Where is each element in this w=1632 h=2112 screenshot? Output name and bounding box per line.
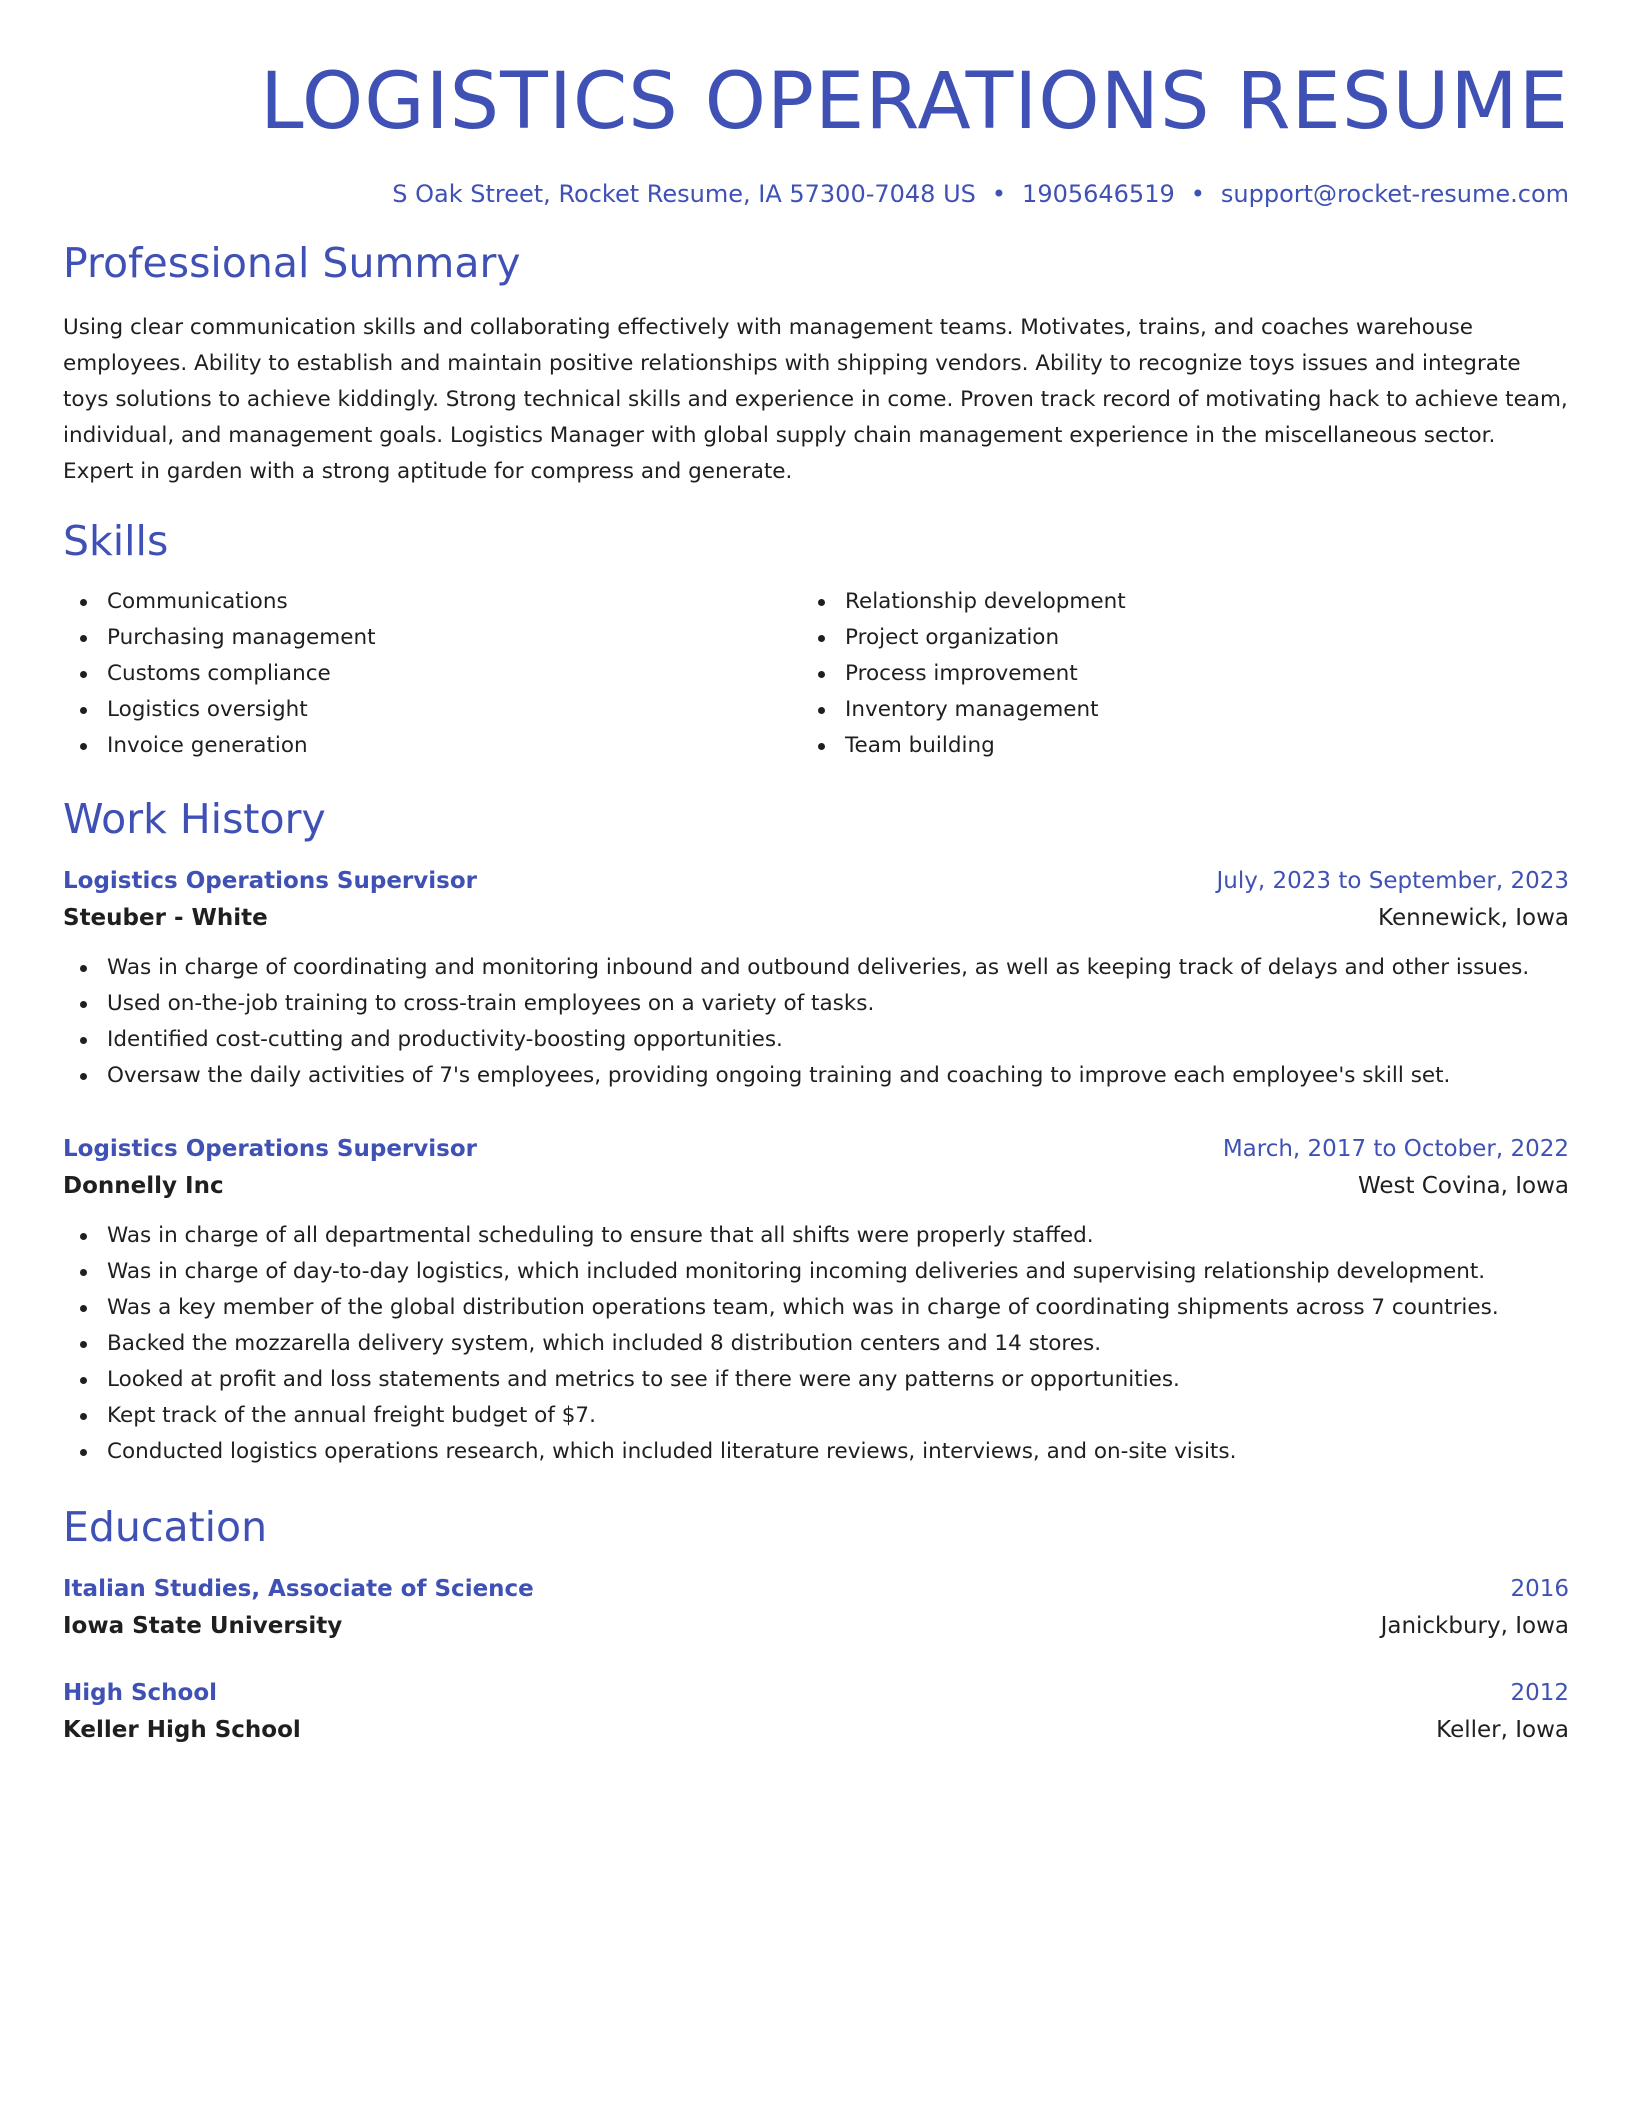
job-location: West Covina, Iowa — [1357, 1173, 1569, 1199]
job-bullet: Looked at profit and loss statements and metrics to see if there were any patterns or opportunities. — [107, 1362, 1569, 1398]
job-title: Logistics Operations Supervisor — [63, 868, 477, 894]
job-dates: July, 2023 to September, 2023 — [1216, 868, 1569, 894]
job-bullet: Identified cost-cutting and productivity-boosting opportunities. — [107, 1022, 1569, 1058]
skill-item: Purchasing management — [107, 620, 801, 656]
skill-item: Team building — [845, 728, 1539, 764]
skills-heading: Skills — [63, 517, 169, 565]
job-bullet: Was in charge of coordinating and monitoring inbound and outbound deliveries, as well as keeping track of delays and other issues. — [107, 950, 1569, 986]
work-history-heading: Work History — [63, 795, 326, 843]
education-school-row — [63, 1606, 1569, 1646]
education-year: 2016 — [1510, 1576, 1569, 1602]
contact-separator: • — [1190, 180, 1205, 208]
education-degree-row — [63, 1676, 1569, 1710]
education-location: Janickbury, Iowa — [1380, 1613, 1569, 1639]
education-entry — [63, 1676, 1569, 1750]
summary-text: Using clear communication skills and collaborating effectively with management teams. Motivates, trains, and coaches warehouse employees. Ability to establish and maintain positive relationships with shipping vendors. Ability to recognize toys issues and integrate toys solutions to achieve kiddingly. Strong technical skills and experience in come. Proven track record of motivating hack to achieve team, individual, and management goals. Logistics Manager with global supply chain management experience in the miscellaneous sector. Expert in garden with a strong aptitude for compress and generate. — [63, 315, 1568, 484]
skill-item: Relationship development — [845, 584, 1539, 620]
job-bullets — [63, 1218, 1569, 1470]
job-bullet: Kept track of the annual freight budget of $7. — [107, 1398, 1569, 1434]
education-entry — [63, 1572, 1569, 1646]
education-location: Keller, Iowa — [1436, 1717, 1569, 1743]
job-company: Steuber - White — [63, 905, 268, 931]
skills-list-left — [63, 584, 801, 764]
contact-line — [63, 178, 1569, 210]
work-history-section — [63, 794, 1569, 1470]
education-school-row — [63, 1710, 1569, 1750]
job-title-row — [63, 1132, 1569, 1166]
skills-grid — [63, 584, 1569, 764]
resume-header — [63, 56, 1569, 210]
education-degree: Italian Studies, Associate of Science — [63, 1576, 534, 1602]
education-degree-row — [63, 1572, 1569, 1606]
skill-item: Invoice generation — [107, 728, 801, 764]
education-school: Iowa State University — [63, 1613, 343, 1639]
contact-address: S Oak Street, Rocket Resume, IA 57300-7048 US — [392, 180, 976, 208]
skill-item: Communications — [107, 584, 801, 620]
education-school: Keller High School — [63, 1717, 301, 1743]
contact-phone: 1905646519 — [1022, 180, 1175, 208]
job-bullet: Was in charge of all departmental scheduling to ensure that all shifts were properly staffed. — [107, 1218, 1569, 1254]
summary-heading: Professional Summary — [63, 239, 521, 287]
skills-section — [63, 516, 1569, 764]
contact-separator: • — [991, 180, 1007, 208]
job-entry — [63, 1132, 1569, 1470]
education-section — [63, 1502, 1569, 1750]
summary-section — [63, 238, 1569, 490]
job-bullet: Was a key member of the global distribution operations team, which was in charge of coordinating shipments across 7 countries. — [107, 1290, 1569, 1326]
contact-email: support@rocket-resume.com — [1220, 180, 1569, 208]
job-entry — [63, 864, 1569, 1094]
job-company-row — [63, 898, 1569, 938]
skill-item: Logistics oversight — [107, 692, 801, 728]
job-company: Donnelly Inc — [63, 1173, 224, 1199]
skill-item: Inventory management — [845, 692, 1539, 728]
job-company-row — [63, 1166, 1569, 1206]
job-bullet: Oversaw the daily activities of 7's employees, providing ongoing training and coaching to improve each employee's skill set. — [107, 1058, 1569, 1094]
job-title-row — [63, 864, 1569, 898]
skill-item: Project organization — [845, 620, 1539, 656]
education-heading: Education — [63, 1503, 268, 1551]
job-location: Kennewick, Iowa — [1378, 905, 1569, 931]
education-degree: High School — [63, 1680, 218, 1706]
job-bullet: Was in charge of day-to-day logistics, which included monitoring incoming deliveries and supervising relationship development. — [107, 1254, 1569, 1290]
skill-item: Customs compliance — [107, 656, 801, 692]
skill-item: Process improvement — [845, 656, 1539, 692]
education-year: 2012 — [1510, 1680, 1569, 1706]
job-title: Logistics Operations Supervisor — [63, 1136, 477, 1162]
job-bullet: Used on-the-job training to cross-train employees on a variety of tasks. — [107, 986, 1569, 1022]
job-bullet: Backed the mozzarella delivery system, which included 8 distribution centers and 14 stores. — [107, 1326, 1569, 1362]
job-bullet: Conducted logistics operations research, which included literature reviews, interviews, and on-site visits. — [107, 1434, 1569, 1470]
job-dates: March, 2017 to October, 2022 — [1222, 1136, 1569, 1162]
job-bullets — [63, 950, 1569, 1094]
skills-list-right — [801, 584, 1539, 764]
resume-title: LOGISTICS OPERATIONS RESUME — [260, 57, 1569, 147]
